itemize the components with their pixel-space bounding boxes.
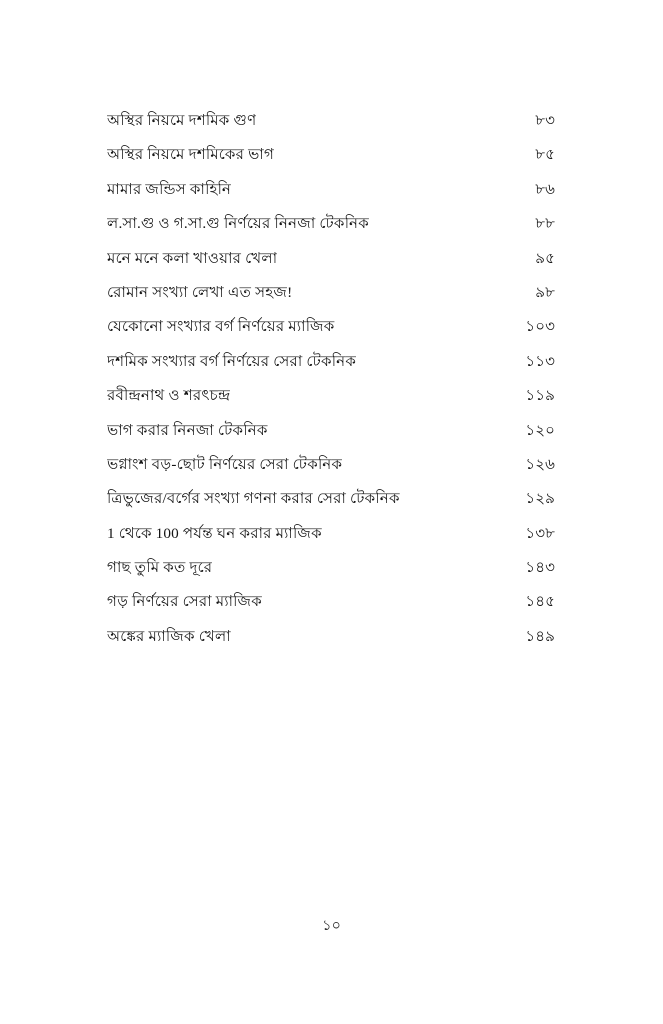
toc-entry-page-number: ৮৮	[535, 215, 555, 233]
toc-entry-page-number: ৯৮	[535, 283, 555, 301]
toc-entry-page-number: ৮৫	[535, 146, 555, 164]
toc-entry-page-number: ৮৩	[535, 112, 555, 129]
toc-entry-page-number: ৯৫	[535, 249, 555, 267]
toc-entry-page-number: ১৩৮	[525, 524, 555, 542]
toc-entry-title: দশমিক সংখ্যার বর্গ নির্ণয়ের সেরা টেকনিক	[107, 352, 357, 370]
toc-entry-title: গাছ তুমি কত দূরে	[107, 559, 213, 577]
toc-entry[interactable]	[107, 379, 555, 413]
toc-entry[interactable]	[107, 448, 555, 482]
toc-entry[interactable]	[107, 104, 555, 138]
toc-entry-title: গড় নির্ণয়ের সেরা ম্যাজিক	[107, 593, 263, 611]
toc-entry-title: অস্থির নিয়মে দশমিক গুণ	[107, 112, 257, 129]
toc-entry-title: মামার জন্ডিস কাহিনি	[107, 180, 232, 198]
page-folio-number: ১০	[322, 918, 341, 934]
toc-entry[interactable]	[107, 173, 555, 207]
toc-entry-title: ভাগ করার নিনজা টেকনিক	[107, 421, 268, 439]
toc-entry-title: অস্থির নিয়মে দশমিকের ভাগ	[107, 146, 275, 164]
toc-entry[interactable]	[107, 517, 555, 551]
toc-entry[interactable]	[107, 482, 555, 516]
table-of-contents-list	[107, 104, 555, 654]
toc-entry-title: ভগ্নাংশ বড়-ছোট নির্ণয়ের সেরা টেকনিক	[107, 455, 343, 473]
toc-entry-title: ত্রিভুজের/বর্গের সংখ্যা গণনা করার সেরা টেকনিক	[107, 490, 400, 508]
toc-entry[interactable]	[107, 551, 555, 585]
toc-entry-title: অঙ্কের ম্যাজিক খেলা	[107, 627, 231, 645]
toc-entry-page-number: ১৪৫	[525, 593, 555, 611]
toc-entry-page-number: ১২৯	[525, 490, 555, 508]
toc-entry-page-number: ১২০	[525, 421, 555, 439]
toc-entry[interactable]	[107, 276, 555, 310]
toc-entry[interactable]	[107, 414, 555, 448]
toc-entry-page-number: ৮৬	[535, 180, 555, 198]
toc-entry-page-number: ১২৬	[525, 455, 555, 473]
toc-entry-page-number: ১১৩	[525, 352, 555, 370]
toc-entry-page-number: ১৪৯	[525, 627, 555, 645]
toc-entry[interactable]	[107, 345, 555, 379]
toc-entry-title: 1 থেকে 100 পর্যন্ত ঘন করার ম্যাজিক	[107, 524, 322, 542]
toc-entry-page-number: ১০৩	[525, 318, 555, 336]
toc-entry[interactable]	[107, 207, 555, 241]
toc-entry[interactable]	[107, 242, 555, 276]
toc-entry-title: যেকোনো সংখ্যার বর্গ নির্ণয়ের ম্যাজিক	[107, 318, 335, 336]
toc-entry-title: রোমান সংখ্যা লেখা এত সহজ!	[107, 283, 293, 301]
toc-entry-title: মনে মনে কলা খাওয়ার খেলা	[107, 249, 278, 267]
toc-entry-title: রবীন্দ্রনাথ ও শরৎচন্দ্র	[107, 387, 231, 405]
toc-entry[interactable]	[107, 138, 555, 172]
toc-entry-page-number: ১৪৩	[525, 559, 555, 577]
toc-entry-page-number: ১১৯	[525, 387, 555, 405]
toc-entry[interactable]	[107, 585, 555, 619]
toc-entry[interactable]	[107, 620, 555, 654]
toc-entry[interactable]	[107, 310, 555, 344]
toc-entry-title: ল.সা.গু ও গ.সা.গু নির্ণয়ের নিনজা টেকনিক	[107, 215, 370, 233]
